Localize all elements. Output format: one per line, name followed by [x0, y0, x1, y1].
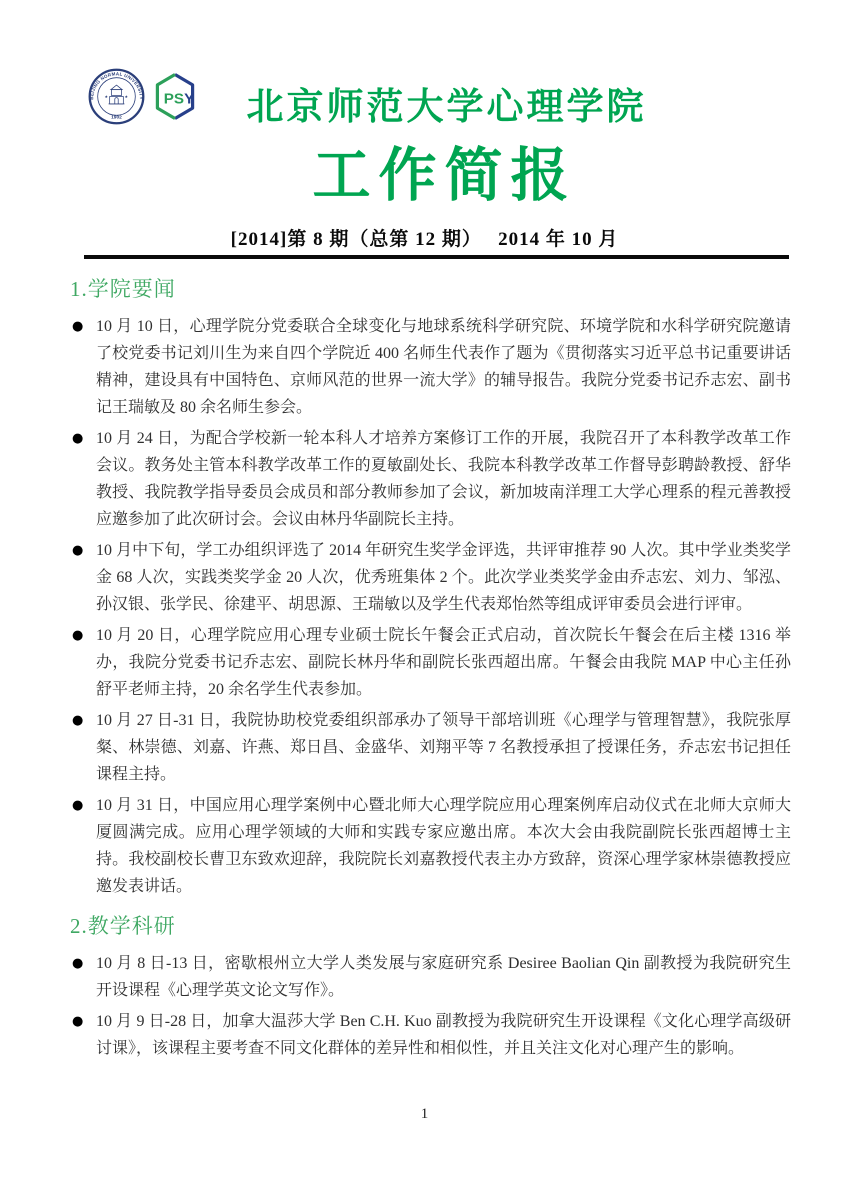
bullet-icon: ● — [72, 1014, 84, 1029]
bullet-icon: ● — [72, 956, 84, 971]
psy-letters-green: PS — [163, 90, 185, 108]
list-item — [70, 707, 791, 788]
bullet-icon: ● — [72, 713, 84, 728]
item-text: 10 月 24 日，为配合学校新一轮本科人才培养方案修订工作的开展，我院召开了本科教学改革工作会议。教务处主管本科教学改革工作的夏敏副处长、我院本科教学改革工作督导彭聘龄教授、舒华教授、我院教学指导委员会成员和部分教师参加了会议，新加坡南洋理工大学心理系的程元善教授应邀参加了此次研讨会。会议由林丹华副院长主持。 — [96, 430, 791, 528]
seal-star-left: ★ — [104, 94, 109, 100]
page-number: 1 — [420, 1106, 429, 1122]
list-item — [70, 537, 791, 618]
list-item — [70, 950, 791, 1004]
issue-line: [2014]第 8 期（总第 12 期） 2014 年 10 月 — [230, 229, 619, 250]
item-text: 10 月 10 日，心理学院分党委联合全球变化与地球系统科学研究院、环境学院和水科学研究院邀请了校党委书记刘川生为来自四个学院近 400 名师生代表作了题为《贯彻落实习近平总书记重要讲话精神，建设具有中国特色、京师风范的世界一流大学》的辅导报告。我院分党委书记乔志宏、副书记王瑞敏及 80 余名师生参会。 — [96, 318, 791, 416]
item-text: 10 月 8 日-13 日，密歇根州立大学人类发展与家庭研究系 Desiree Baolian Qin 副教授为我院研究生开设课程《心理学英文论文写作》。 — [96, 955, 791, 999]
section-heading-news: 1.学院要闻 — [70, 277, 176, 301]
psy-letter-blue: Y — [184, 90, 195, 108]
bullet-icon: ● — [72, 319, 84, 334]
bullet-icon: ● — [72, 543, 84, 558]
seal-star-right: ★ — [124, 94, 129, 100]
item-text: 10 月 31 日，中国应用心理学案例中心暨北师大心理学院应用心理案例库启动仪式在北师大京师大厦圆满完成。应用心理学领域的大师和实践专家应邀出席。本次大会由我院副院长张西超博士主持。我校副校长曹卫东致欢迎辞，我院院长刘嘉教授代表主办方致辞，资深心理学家林崇德教授应邀发表讲话。 — [96, 797, 791, 895]
teaching-list — [70, 950, 791, 1062]
doc-title: 工作简报 — [312, 143, 577, 208]
news-list — [70, 313, 791, 900]
list-item — [70, 622, 791, 703]
list-item — [70, 313, 791, 421]
list-item — [70, 1008, 791, 1062]
seal-year: 1902 — [111, 115, 122, 121]
bullet-icon: ● — [72, 431, 84, 446]
item-text: 10 月 27 日-31 日，我院协助校党委组织部承办了领导干部培训班《心理学与管理智慧》，我院张厚粲、林崇德、刘嘉、许燕、郑日昌、金盛华、刘翔平等 7 名教授承担了授课任务，乔志宏书记担任课程主持。 — [96, 712, 791, 783]
list-item — [70, 425, 791, 533]
bullet-icon: ● — [72, 628, 84, 643]
section-heading-teaching: 2.教学科研 — [70, 914, 176, 938]
content — [70, 263, 791, 1068]
item-text: 10 月 9 日-28 日，加拿大温莎大学 Ben C.H. Kuo 副教授为我院研究生开设课程《文化心理学高级研讨课》，该课程主要考查不同文化群体的差异性和相似性，并且关注文化对心理产生的影响。 — [96, 1013, 791, 1057]
item-text: 10 月中下旬，学工办组织评选了 2014 年研究生奖学金评选，共评审推荐 90 人次。其中学业类奖学金 68 人次，实践类奖学金 20 人次，优秀班集体 2 个。此次学业类奖学金由乔志宏、刘力、邹泓、孙汉银、张学民、徐建平、胡思源、王瑞敏以及学生代表郑怡然等组成评审委员会进行评审。 — [96, 542, 791, 613]
org-title: 北京师范大学心理学院 — [246, 87, 647, 128]
seal-ring-text: BEIJING NORMAL UNIVERSITY — [89, 71, 144, 100]
header-divider — [84, 255, 789, 259]
bullet-icon: ● — [72, 798, 84, 813]
item-text: 10 月 20 日，心理学院应用心理专业硕士院长午餐会正式启动，首次院长午餐会在后主楼 1316 举办，我院分党委书记乔志宏、副院长林丹华和副院长张西超出席。午餐会由我院 MAP 中心主任孙舒平老师主持，20 余名学生代表参加。 — [96, 627, 791, 698]
list-item — [70, 792, 791, 900]
